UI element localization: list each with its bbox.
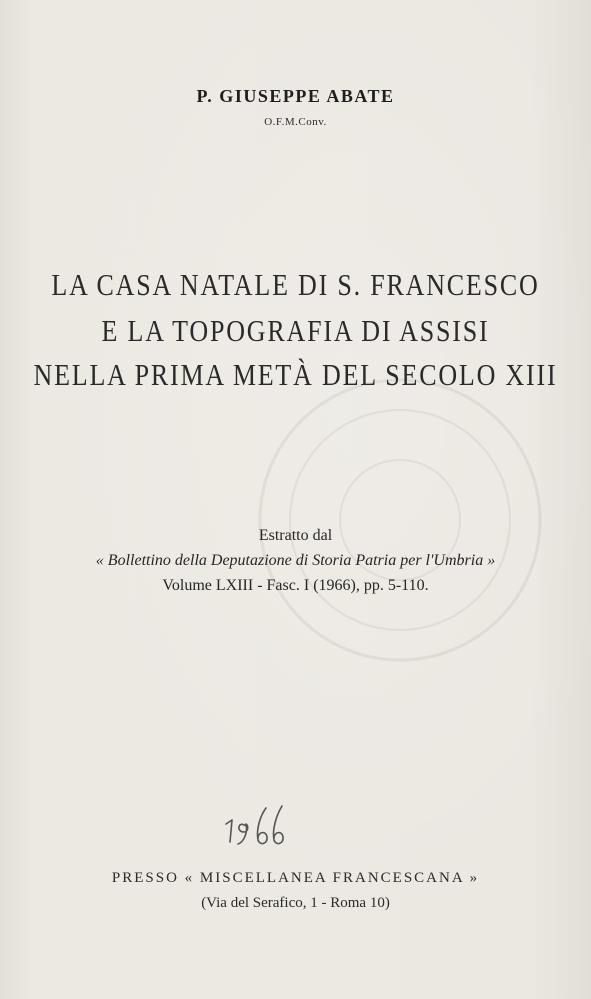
title-line-1: LA CASA NATALE DI S. FRANCESCO [51,268,540,303]
author-name: P. GIUSEPPE ABATE [196,86,395,106]
extract-volume: Volume LXIII - Fasc. I (1966), pp. 5-110. [162,577,429,594]
author-order: O.F.M.Conv. [264,116,327,128]
publisher-address: (Via del Serafico, 1 - Roma 10) [201,895,390,911]
extract-journal: « Bollettino della Deputazione di Storia Patria per l'Umbria » [95,552,496,569]
extract-intro: Estratto dal [258,527,333,544]
library-stamp-watermark [250,370,550,670]
title-line-2: E LA TOPOGRAFIA DI ASSISI [101,314,490,349]
title-line-3: NELLA PRIMA METÀ DEL SECOLO XIII [33,358,558,393]
publisher-name: PRESSO « MISCELLANEA FRANCESCANA » [111,870,480,886]
handwritten-year [222,802,302,852]
